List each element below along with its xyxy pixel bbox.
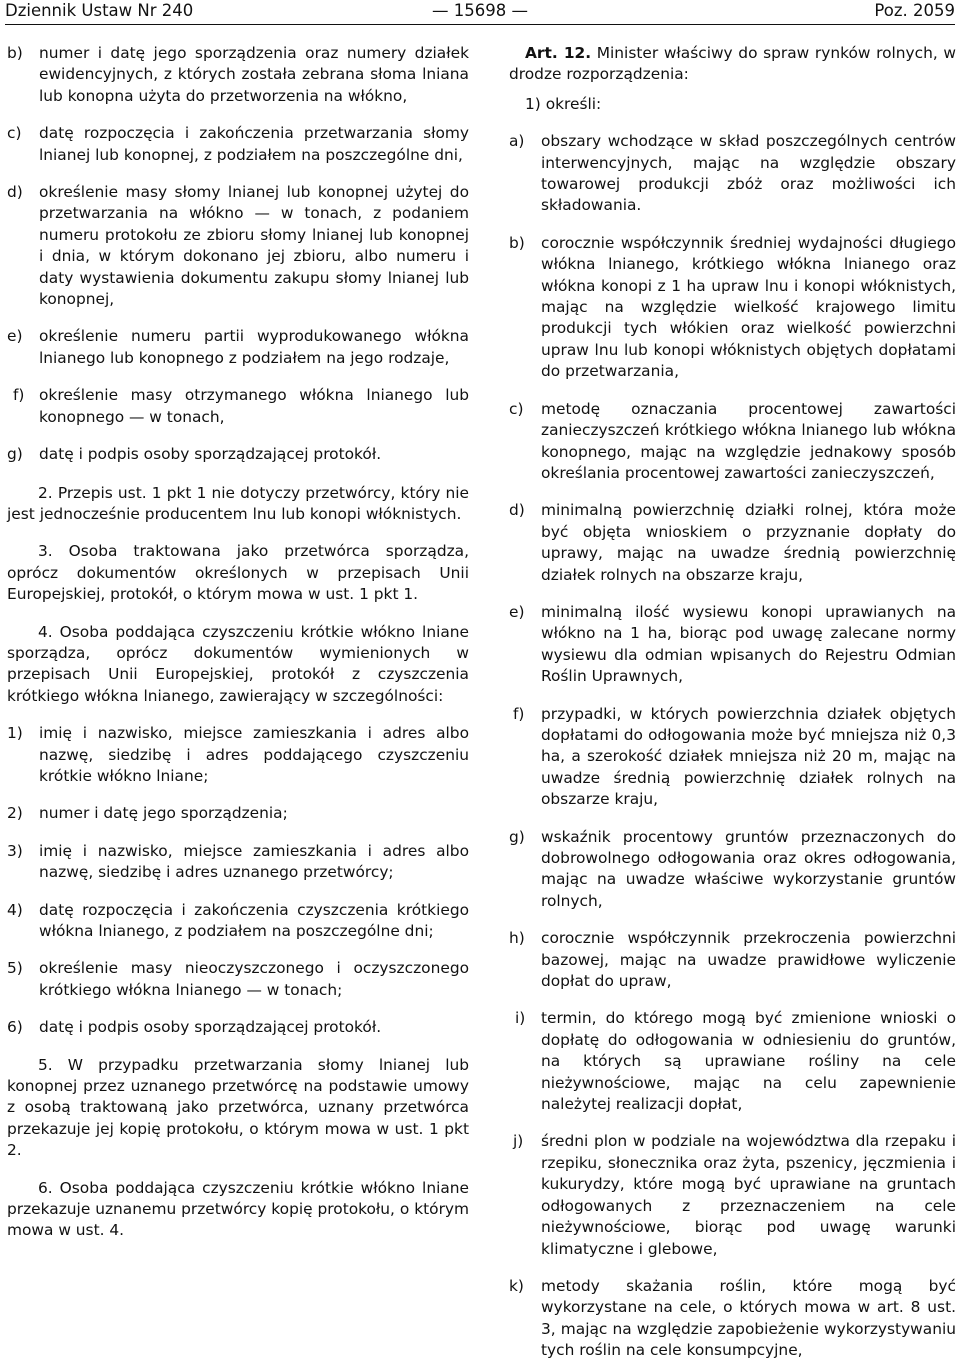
list-item xyxy=(7,326,469,369)
item-text: metodę oznaczania procentowej zawartości zanieczyszczeń krótkiego włókna lnianego lub włókna konopnego, mając na względzie jednakowy sposób określania procentowej zawartości zanieczyszczeń, xyxy=(541,399,956,482)
item-marker: h) xyxy=(509,929,525,948)
item-marker: g) xyxy=(7,445,23,464)
item-text: imię i nazwisko, miejsce zamieszkania i adres albo nazwę, siedzibę i adres poddającego czyszczeniu krótkie włókno lniane; xyxy=(39,724,469,785)
list-item xyxy=(509,131,956,217)
item-marker: k) xyxy=(509,1276,524,1295)
list-item xyxy=(509,704,956,811)
item-marker: c) xyxy=(509,399,524,418)
item-marker: 4) xyxy=(7,900,23,919)
list-item xyxy=(7,1017,469,1038)
list-item xyxy=(7,43,469,107)
list-item xyxy=(509,928,956,992)
paragraph-4: 4. Osoba poddająca czyszczeniu krótkie włókno lniane sporządza, oprócz dokumentów wymienionych w przepisach Unii Europejskiej, protokół z czyszczenia krótkiego włókna lnianego, zawierający w szczególności: xyxy=(7,622,469,705)
item-text: numer i datę jego sporządzenia oraz numery działek ewidencyjnych, z których została zebrana słoma lniana lub konopna użyta do przetworzenia na włókno, xyxy=(39,44,469,105)
article-text: Minister właściwy do spraw rynków rolnych, w drodze rozporządzenia: xyxy=(509,44,957,84)
item-marker: b) xyxy=(7,44,23,62)
item-marker: 5) xyxy=(7,959,23,978)
item-marker: 3) xyxy=(7,841,23,860)
article-12 xyxy=(509,43,956,86)
header-rule xyxy=(5,24,955,25)
item-text: wskaźnik procentowy gruntów przeznaczonych do dobrowolnego odłogowania oraz okres odłogowania, mając na uwadze właściwe wykorzystanie gruntów rolnych, xyxy=(541,827,956,910)
item-marker: j) xyxy=(513,1132,524,1151)
item-text: termin, do którego mogą być zmienione wnioski o dopłatę do odłogowania w odniesieniu do gruntów, na których są uprawiane rośliny na cele nieżywnościowe, mając na celu zapewnienie należytej realizacji dopłat, xyxy=(541,1009,956,1114)
item-marker: c) xyxy=(7,124,22,143)
item-marker: f) xyxy=(513,704,525,723)
list-item xyxy=(7,841,469,884)
item-text: numer i datę jego sporządzenia; xyxy=(39,804,288,823)
list-item xyxy=(509,399,956,485)
item-marker: 1) xyxy=(7,724,23,743)
list-item xyxy=(7,900,469,943)
position-number: Poz. 2059 xyxy=(874,1,955,20)
item-marker: e) xyxy=(7,327,23,346)
point-1: 1) określi: xyxy=(525,94,602,113)
item-text: imię i nazwisko, miejsce zamieszkania i adres albo nazwę, siedzibę i adres uznanego przetwórcy; xyxy=(39,841,469,882)
right-column xyxy=(509,43,956,1362)
list-item xyxy=(509,602,956,688)
paragraph-6: 6. Osoba poddająca czyszczeniu krótkie włókno lniane przekazuje uznanemu przetwórcy kopię protokołu, o którym mowa w ust. 4. xyxy=(7,1178,469,1240)
list-item xyxy=(7,182,469,310)
item-marker: d) xyxy=(509,501,525,520)
list-item xyxy=(509,233,956,383)
item-marker: b) xyxy=(509,233,525,252)
list-item xyxy=(7,958,469,1001)
journal-title: Dziennik Ustaw Nr 240 xyxy=(5,1,194,20)
left-column xyxy=(7,43,469,1242)
item-marker: a) xyxy=(509,132,525,151)
item-text: obszary wchodzące w skład poszczególnych centrów interwencyjnych, mając na względzie obszary towarowej produkcji zbóż oraz możliwości ich składowania. xyxy=(541,132,956,215)
item-marker: 2) xyxy=(7,804,23,823)
item-text: datę i podpis osoby sporządzającej protokół. xyxy=(39,1018,382,1037)
item-text: przypadki, w których powierzchnia działek objętych dopłatami do odłogowania może być mniejsza niż 0,3 ha, a szerokość działek mniejsza niż 20 m, mając na uwadze średnią powierzchnię działek rolnych na obszarze kraju, xyxy=(541,704,956,809)
paragraph-2: 2. Przepis ust. 1 pkt 1 nie dotyczy przetwórcy, który nie jest jednocześnie producentem lnu lub konopi włóknistych. xyxy=(7,483,469,523)
item-text: corocznie współczynnik średniej wydajności długiego włókna lnianego, krótkiego włókna lnianego oraz włókna konopi z 1 ha upraw lnu i konopi włóknistych, mając na względzie wielkość krajowego limitu produkcji tych włókien oraz wielkość powierzchni upraw lnu lub konopi włóknistych objętych dopłatami do przetwarzania, xyxy=(541,233,956,381)
page-header xyxy=(5,0,955,22)
list-item xyxy=(509,827,956,913)
item-text: minimalną powierzchnię działki rolnej, która może być objęta wnioskiem o przyznanie dopłaty do uprawy, mając na uwadze średnią powierzchnię działek rolnych na obszarze kraju, xyxy=(541,501,956,584)
list-item xyxy=(7,803,469,824)
item-marker: g) xyxy=(509,827,525,846)
item-text: określenie masy nieoczyszczonego i oczyszczonego krótkiego włókna lnianego — w tonach; xyxy=(39,959,469,999)
list-item xyxy=(509,1008,956,1115)
paragraph-5: 5. W przypadku przetwarzania słomy lnianej lub konopnej przez uznanego przetwórcę na podstawie umowy z osobą traktowaną jako przetwórca, uznany przetwórca przekazuje jej kopię protokołu, o którym mowa w ust. 1 pkt 2. xyxy=(7,1055,469,1160)
item-text: corocznie współczynnik przekroczenia powierzchni bazowej, mając na uwadze prawidłowe wyliczenie dopłat do upraw, xyxy=(541,929,956,991)
item-text: minimalną ilość wysiewu konopi uprawianych na włókno na 1 ha, biorąc pod uwagę zalecane normy wysiewu dla odmian wpisanych do Rejestru Odmian Roślin Uprawnych, xyxy=(541,602,956,686)
item-marker: f) xyxy=(13,386,25,405)
item-text: określenie masy słomy lnianej lub konopnej użytej do przetwarzania na włókno — w tonach, z podaniem numeru protokołu ze zbioru słomy lnianej lub konopnej i dnia, w którym dokonano jej zbioru, albo numeru i daty wystawienia dokumentu zakupu słomy lnianej lub konopnej, xyxy=(39,183,469,309)
paragraph-3: 3. Osoba traktowana jako przetwórca sporządza, oprócz dokumentów określonych w przepisach Unii Europejskiej, protokół, o którym mowa w ust. 1 pkt 1. xyxy=(7,542,469,604)
list-item xyxy=(7,723,469,787)
item-text: średni plon w podziale na województwa dla rzepaku i rzepiku, słonecznika oraz żyta, pszenicy, jęczmienia i kukurydzy, które mogą być uprawiane na gruntach odłogowanych z przeznaczeniem na cele nieżywnościowe, biorąc pod uwagę warunki klimatyczne i glebowe, xyxy=(541,1132,956,1258)
list-item xyxy=(7,123,469,166)
article-label: Art. 12. xyxy=(525,44,592,62)
list-item xyxy=(7,385,469,428)
item-marker: d) xyxy=(7,183,23,202)
item-text: datę rozpoczęcia i zakończenia czyszczenia krótkiego włókna lnianego, z podziałem na poszczególne dni; xyxy=(39,900,469,940)
list-item xyxy=(509,500,956,586)
item-marker: e) xyxy=(509,602,525,621)
page-number: — 15698 — xyxy=(432,1,528,20)
item-text: określenie masy otrzymanego włókna lnianego lub konopnego — w tonach, xyxy=(39,386,469,426)
list-item xyxy=(509,1131,956,1259)
item-marker: i) xyxy=(515,1009,526,1028)
item-text: metody skażania roślin, które mogą być wykorzystane na cele, o których mowa w art. 8 ust. 3, mając na względzie zapobieżenie wykorzystywaniu tych roślin na cele konsumpcyjne, xyxy=(541,1276,956,1360)
list-item xyxy=(7,444,469,465)
item-text: określenie numeru partii wyprodukowanego włókna lnianego lub konopnego z podziałem na jego rodzaje, xyxy=(39,327,469,367)
item-text: datę rozpoczęcia i zakończenia przetwarzania słomy lnianej lub konopnej, z podziałem na poszczególne dni, xyxy=(39,124,469,164)
item-text: datę i podpis osoby sporządzającej protokół. xyxy=(39,445,382,464)
item-marker: 6) xyxy=(7,1018,23,1037)
